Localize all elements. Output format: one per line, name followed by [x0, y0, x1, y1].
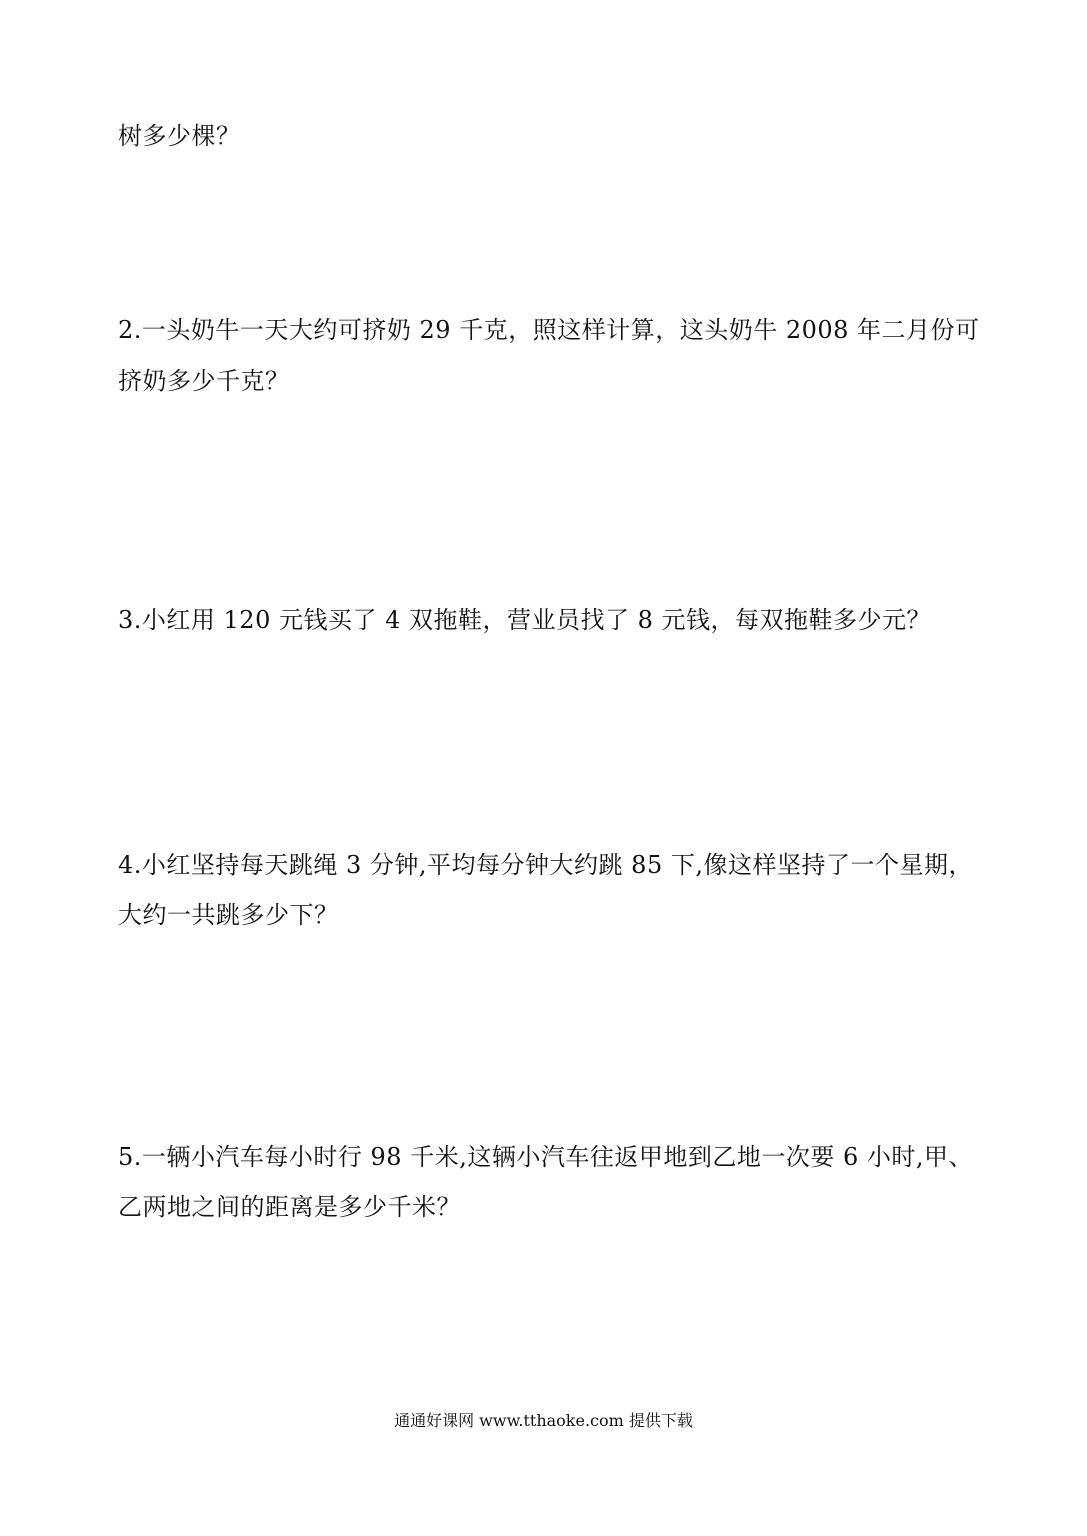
question-1-continuation: 树多少棵？	[118, 122, 241, 150]
question-2-line-2: 挤奶多少千克？	[118, 367, 290, 395]
question-5-line-2: 乙两地之间的距离是多少千米？	[118, 1193, 461, 1221]
question-4-line-2: 大约一共跳多少下？	[118, 901, 339, 929]
question-2-line-1: 2.一头奶牛一天大约可挤奶 29 千克，照这样计算，这头奶牛 2008 年二月份可	[118, 316, 980, 344]
page-footer: 通通好课网 www.tthaoke.com 提供下载	[394, 1411, 693, 1430]
question-4-line-1: 4.小红坚持每天跳绳 3 分钟,平均每分钟大约跳 85 下,像这样坚持了一个星期，	[118, 851, 973, 879]
question-3-line-1: 3.小红用 120 元钱买了 4 双拖鞋，营业员找了 8 元钱，每双拖鞋多少元？	[118, 606, 932, 634]
question-5-line-1: 5.一辆小汽车每小时行 98 千米,这辆小汽车往返甲地到乙地一次要 6 小时,甲、	[118, 1143, 973, 1171]
